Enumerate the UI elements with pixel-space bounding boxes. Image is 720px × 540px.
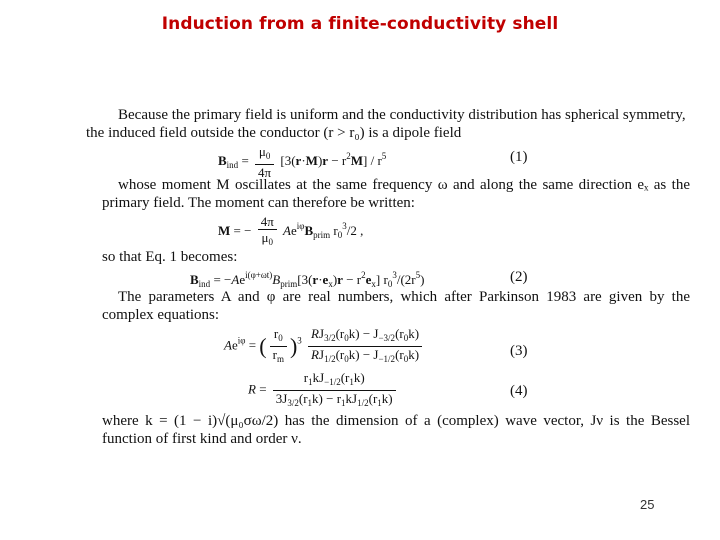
paragraph-3: so that Eq. 1 becomes: (102, 249, 238, 265)
equation-3-number: (3) (510, 343, 528, 359)
equation-2: $B_{ind} = -Ae^{i(\varphi+\omega t)}B_{prim}[3(r\cdot e_x)r - r^2e_x]$ $r_0^3/(2r^5)$ (190, 270, 425, 289)
page-number: 25 (640, 497, 655, 512)
paragraph-1 (86, 106, 690, 142)
equation-4: R = $\frac{r_1kJ_{-1/2}(r_1k)}{3J_{3/2}(r_1k) - r_1kJ_{1/2}(r_1k)}$ (248, 370, 399, 411)
paragraph-1-line-2: the induced field outside the conductor (r > r₀) is a dipole field (86, 125, 462, 141)
equation-2-number: (2) (510, 269, 528, 285)
equation-4-number: (4) (510, 383, 528, 399)
paragraph-4: The parameters A and φ are real numbers, which after Parkinson 1983 are given by the complex equations: (102, 289, 690, 323)
paragraph-5: where k = (1 − i)√(μ₀σω/2) has the dimension of a (complex) wave vector, Jν is the Bessel function of first kind and order ν. (102, 413, 690, 447)
slide-title: Induction from a finite-conductivity shell (161, 14, 559, 34)
paragraph-1-line-1: Because the primary field is uniform and the conductivity distribution has spherical symmetry, (118, 107, 686, 123)
moment-equation: M = − $\frac{4\pi}{\mu_0}$ $Ae^{i\varphi}B_{prim}$ $r_0^3/2$ , (218, 214, 364, 247)
equation-1-number: (1) (510, 149, 528, 165)
paragraph-2: whose moment M oscillates at the same frequency ω and along the same direction eₓ as the primary field. The moment can therefore be written: (102, 177, 690, 211)
equation-3: $Ae^{i\varphi}$ = ( $\frac{r_0}{r_m}$ )$^3$ $\frac{RJ_{3/2}(r_0k) - J_{-3/2}(r_0k)}{RJ_{1/2}(r_0k) - J_{-1/2}(r_0k)}$ (224, 326, 425, 367)
equation-1: $B_{ind}$ = $\frac{\mu_0}{4\pi}$ $[3(r\cdot M)r - r^2M] / r^5$ (218, 144, 387, 180)
